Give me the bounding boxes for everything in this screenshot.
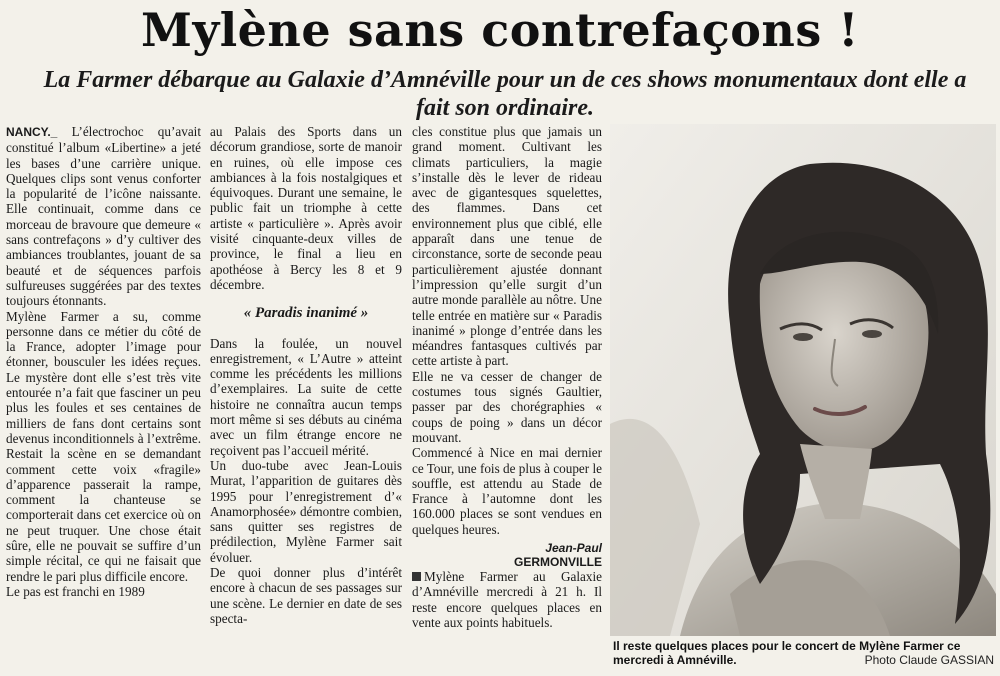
standfirst: La Farmer débarque au Galaxie d’Amnéville pour un de ces shows monumentaux dont elle a fait son ordinaire. [43,67,967,121]
byline-last-name: GERMONVILLE [513,555,602,570]
practical-info [412,569,602,630]
photo-caption: Il reste quelques places pour le concert de Mylène Farmer ce mercredi à Amnéville. [613,639,961,667]
paragraph: Commencé à Nice en mai dernier ce Tour, une fois de plus à couper le souffle, est attendu au Stade de France à l’automne dont les 160.000 places se sont vendues en quelques heures. [412,445,602,537]
headline: Mylène sans contrefaçons ! [141,3,859,57]
paragraph: Un duo-tube avec Jean-Louis Murat, l’apparition de guitares dès 1995 pour l’enregistrement d’« Anamorphosée» démontre combien, sans quitter ses registres de prédilection, Mylène Farmer sait évoluer. [210,457,402,565]
paragraph: Le pas est franchi en 1989 [6,583,145,599]
paragraph: Elle ne va cesser de changer de costumes tous signés Gaultier, passer par des chorégraphies « coups de poing » dans un décor mouvant. [412,368,602,445]
dateline: NANCY._ [6,125,58,139]
paragraph-text: L’électrochoc qu’avait constitué l’album «Libertine» a jeté les bases d’une carrière unique. Quelques clips sont venus conforter la popularité de l’icône naissante. Elle continuait, comme dans ce morceau de bravoure que demeure « sans contrefaçons » d’y cultiver des ambiances troublantes, jouant de sa beauté et de séquences parfois sulfureuses suggérées par des textes toujours étonnants. [6,124,201,309]
practical-info-text: Mylène Farmer au Galaxie d’Amnéville mercredi à 21 h. Il reste encore quelques places en vente aux points habituels. [412,569,602,630]
paragraph: De quoi donner plus d’intérêt encore à chacun de ses passages sur une scène. Le dernier en date de ses specta- [210,565,402,626]
square-bullet-icon [412,572,421,581]
column-1 [6,124,201,599]
subheading: « Paradis inanimé » [243,305,369,322]
column-2 [210,124,402,626]
paragraph [6,124,201,309]
photo-credit: Photo Claude GASSIAN [864,653,994,667]
paragraph: cles constitue plus que jamais un grand moment. Cultivant les climats particuliers, la magie s’installe dès le lever de rideau avec de gigantesques squelettes, des flammes. Dans cet environnement plus que ciblé, elle apparaît dans une tenue de circonstance, sorte de seconde peau particulièrement ajustée donnant l’impression qu’elle surgit d’un autre monde parallèle au nôtre. Une telle entrée en matière sur « Paradis inanimé » plonge d’entrée dans les méandres fantasques cultivés par cette artiste à part. [412,124,602,369]
paragraph: au Palais des Sports dans un décorum grandiose, sorte de manoir en ruines, où elle impose ces ambiances à la fois nostalgiques et équivoques. Durant une semaine, le public fait un triomphe à cette artiste « particulière ». Après avoir visité cinquante-deux villes de province, le final a lieu en apothéose à Bercy les 8 et 9 décembre. [210,124,402,292]
byline-first-name: Jean-Paul [545,541,602,556]
paragraph: Dans la foulée, un nouvel enregistrement, « L’Autre » atteint comme les précédents les millions d’exemplaires. La suite de cette histoire ne connaîtra aucun temps mort même si ses débuts au cinéma avec un film étrange encore ne reçoivent pas l’accueil mérité. [210,335,402,458]
column-3 [412,124,602,630]
portrait-illustration [610,124,996,636]
byline [412,541,602,569]
paragraph: Mylène Farmer a su, comme personne dans ce métier du côté de la France, adopter l’image pour étonner, bousculer les idées reçues. Le mystère dont elle s’est très vite entourée n’a fait que fasciner un peu plus les foules et ses centaines de milliers de fans dont certains sont devenus inconditionnels à l’extrême. Restait la scène en se demandant comment cette voix «fragile» d’apparence passerait la rampe, comment la chanteuse se comporterait dans cet exercice où on ne peut truquer. Une chose était sûre, elle ne pouvait se suffire d’un simple récital, ce qui ne faisait que rendre le pari plus difficile encore. [6,308,201,584]
portrait-photo [610,124,996,636]
